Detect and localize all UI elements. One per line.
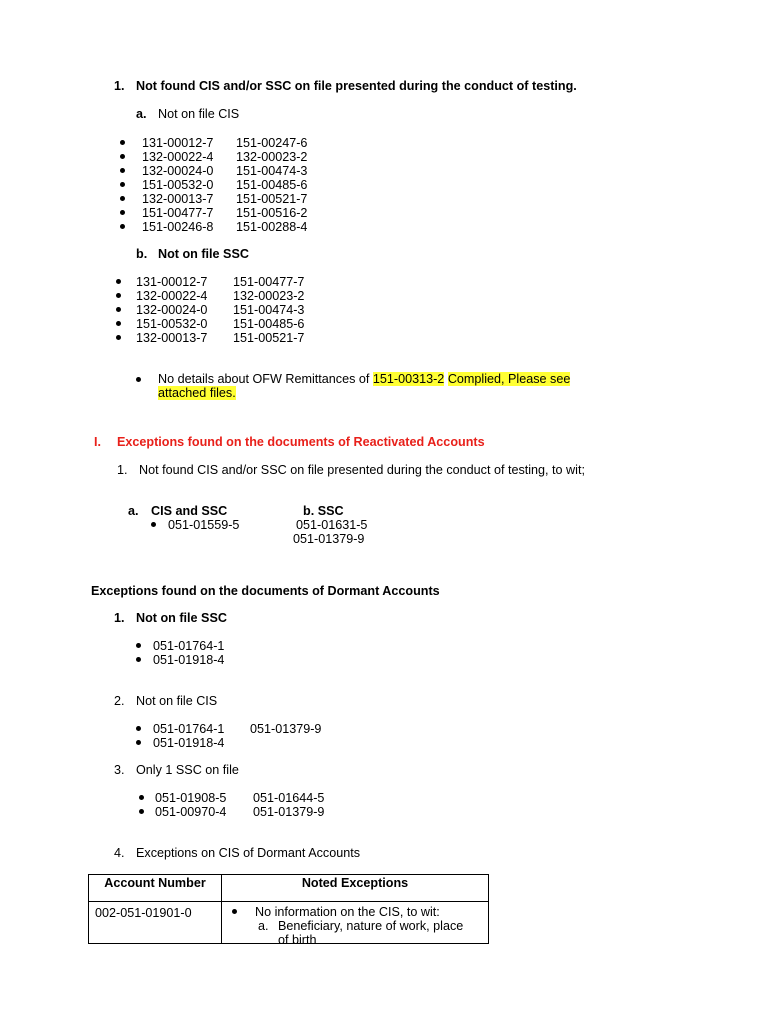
table-header-exceptions: Noted Exceptions (222, 875, 489, 902)
s2-number: I. (94, 435, 101, 449)
s3-item4-number: 4. (114, 846, 125, 860)
account-code: 132-00013-7 (142, 192, 214, 206)
s3-item3-number: 3. (114, 763, 125, 777)
account-code: 132-00022-4 (136, 289, 208, 303)
s2b-value: 051-01631-5 (296, 518, 368, 532)
s1-heading: Not found CIS and/or SSC on file presented during the conduct of testing. (136, 79, 577, 93)
account-code: 051-01764-1 (153, 639, 225, 653)
account-code: 151-00246-8 (142, 220, 214, 234)
exception-sub-text: of birth (278, 933, 317, 947)
bullet-icon (136, 740, 141, 745)
s3-heading: Exceptions found on the documents of Dormant Accounts (91, 584, 440, 598)
account-code: 132-00013-7 (136, 331, 208, 345)
account-code: 051-01379-9 (250, 722, 322, 736)
bullet-icon (120, 154, 125, 159)
s2a-text: CIS and SSC (151, 504, 228, 518)
ofw-note (158, 372, 570, 386)
bullet-icon (136, 657, 141, 662)
s3-item2-text: Not on file CIS (136, 694, 218, 708)
account-code: 051-01379-9 (253, 805, 325, 819)
exception-sub-label: a. (258, 919, 269, 933)
s1b-label: b. (136, 247, 148, 261)
s3-item4-text: Exceptions on CIS of Dormant Accounts (136, 846, 360, 860)
bullet-icon (151, 522, 156, 527)
account-code: 151-00532-0 (142, 178, 214, 192)
bullet-icon (139, 809, 144, 814)
table-cell-account: 002-051-01901-0 (89, 902, 222, 944)
s3-item1-text: Not on file SSC (136, 611, 227, 625)
s1a-text: Not on file CIS (158, 107, 240, 121)
account-code: 151-00521-7 (236, 192, 308, 206)
s2-item-number: 1. (117, 463, 128, 477)
account-code: 132-00024-0 (142, 164, 214, 178)
account-code: 051-00970-4 (155, 805, 227, 819)
s3-item1-number: 1. (114, 611, 125, 625)
bullet-icon (120, 196, 125, 201)
s1a-label: a. (136, 107, 147, 121)
account-code: 151-00477-7 (233, 275, 305, 289)
bullet-icon (120, 168, 125, 173)
s2b-label: b. SSC (303, 504, 344, 518)
bullet-icon (116, 307, 121, 312)
account-code: 151-00516-2 (236, 206, 308, 220)
bullet-icon (116, 279, 121, 284)
table-header-account: Account Number (89, 875, 222, 902)
account-code: 132-00023-2 (236, 150, 308, 164)
bullet-icon (136, 643, 141, 648)
exception-sub-text: Beneficiary, nature of work, place (278, 919, 464, 933)
bullet-icon (116, 321, 121, 326)
bullet-icon (120, 140, 125, 145)
s3-item3-text: Only 1 SSC on file (136, 763, 239, 777)
account-code: 132-00023-2 (233, 289, 305, 303)
account-code: 131-00012-7 (136, 275, 208, 289)
account-code: 151-00485-6 (236, 178, 308, 192)
account-code: 151-00288-4 (236, 220, 308, 234)
table-cell-exceptions (222, 902, 489, 947)
s3-item2-number: 2. (114, 694, 125, 708)
s2-item-text: Not found CIS and/or SSC on file presented during the conduct of testing, to wit; (139, 463, 585, 477)
account-code: 151-00477-7 (142, 206, 214, 220)
bullet-icon (136, 726, 141, 731)
s2-heading: Exceptions found on the documents of Reactivated Accounts (117, 435, 485, 449)
account-code: 151-00532-0 (136, 317, 208, 331)
account-code: 051-01764-1 (153, 722, 225, 736)
account-code: 151-00474-3 (233, 303, 305, 317)
bullet-icon (120, 224, 125, 229)
account-code: 051-01644-5 (253, 791, 325, 805)
s2b-value: 051-01379-9 (293, 532, 365, 546)
bullet-icon (120, 182, 125, 187)
account-code: 151-00485-6 (233, 317, 305, 331)
exception-bullet-text: No information on the CIS, to wit: (255, 905, 440, 919)
s2a-value: 051-01559-5 (168, 518, 240, 532)
bullet-icon (136, 377, 141, 382)
bullet-icon (116, 335, 121, 340)
highlight-attached: attached files. (158, 386, 236, 400)
s1b-text: Not on file SSC (158, 247, 249, 261)
account-code: 151-00521-7 (233, 331, 305, 345)
bullet-icon (120, 210, 125, 215)
s2a-label: a. (128, 504, 139, 518)
table-row (89, 902, 489, 944)
account-code: 131-00012-7 (142, 136, 214, 150)
account-code: 051-01918-4 (153, 736, 225, 750)
account-code: 132-00022-4 (142, 150, 214, 164)
bullet-icon (139, 795, 144, 800)
account-code: 051-01918-4 (153, 653, 225, 667)
account-code: 132-00024-0 (136, 303, 208, 317)
highlight-complied: Complied, Please see (447, 372, 571, 386)
account-code: 151-00474-3 (236, 164, 308, 178)
highlight-account: 151-00313-2 (372, 372, 445, 386)
ofw-note-text: No details about OFW Remittances of (158, 372, 370, 386)
account-code: 051-01908-5 (155, 791, 227, 805)
s1-number: 1. (114, 79, 125, 93)
account-code: 151-00247-6 (236, 136, 308, 150)
bullet-icon (116, 293, 121, 298)
exceptions-table (88, 874, 489, 947)
bullet-icon (232, 909, 237, 914)
